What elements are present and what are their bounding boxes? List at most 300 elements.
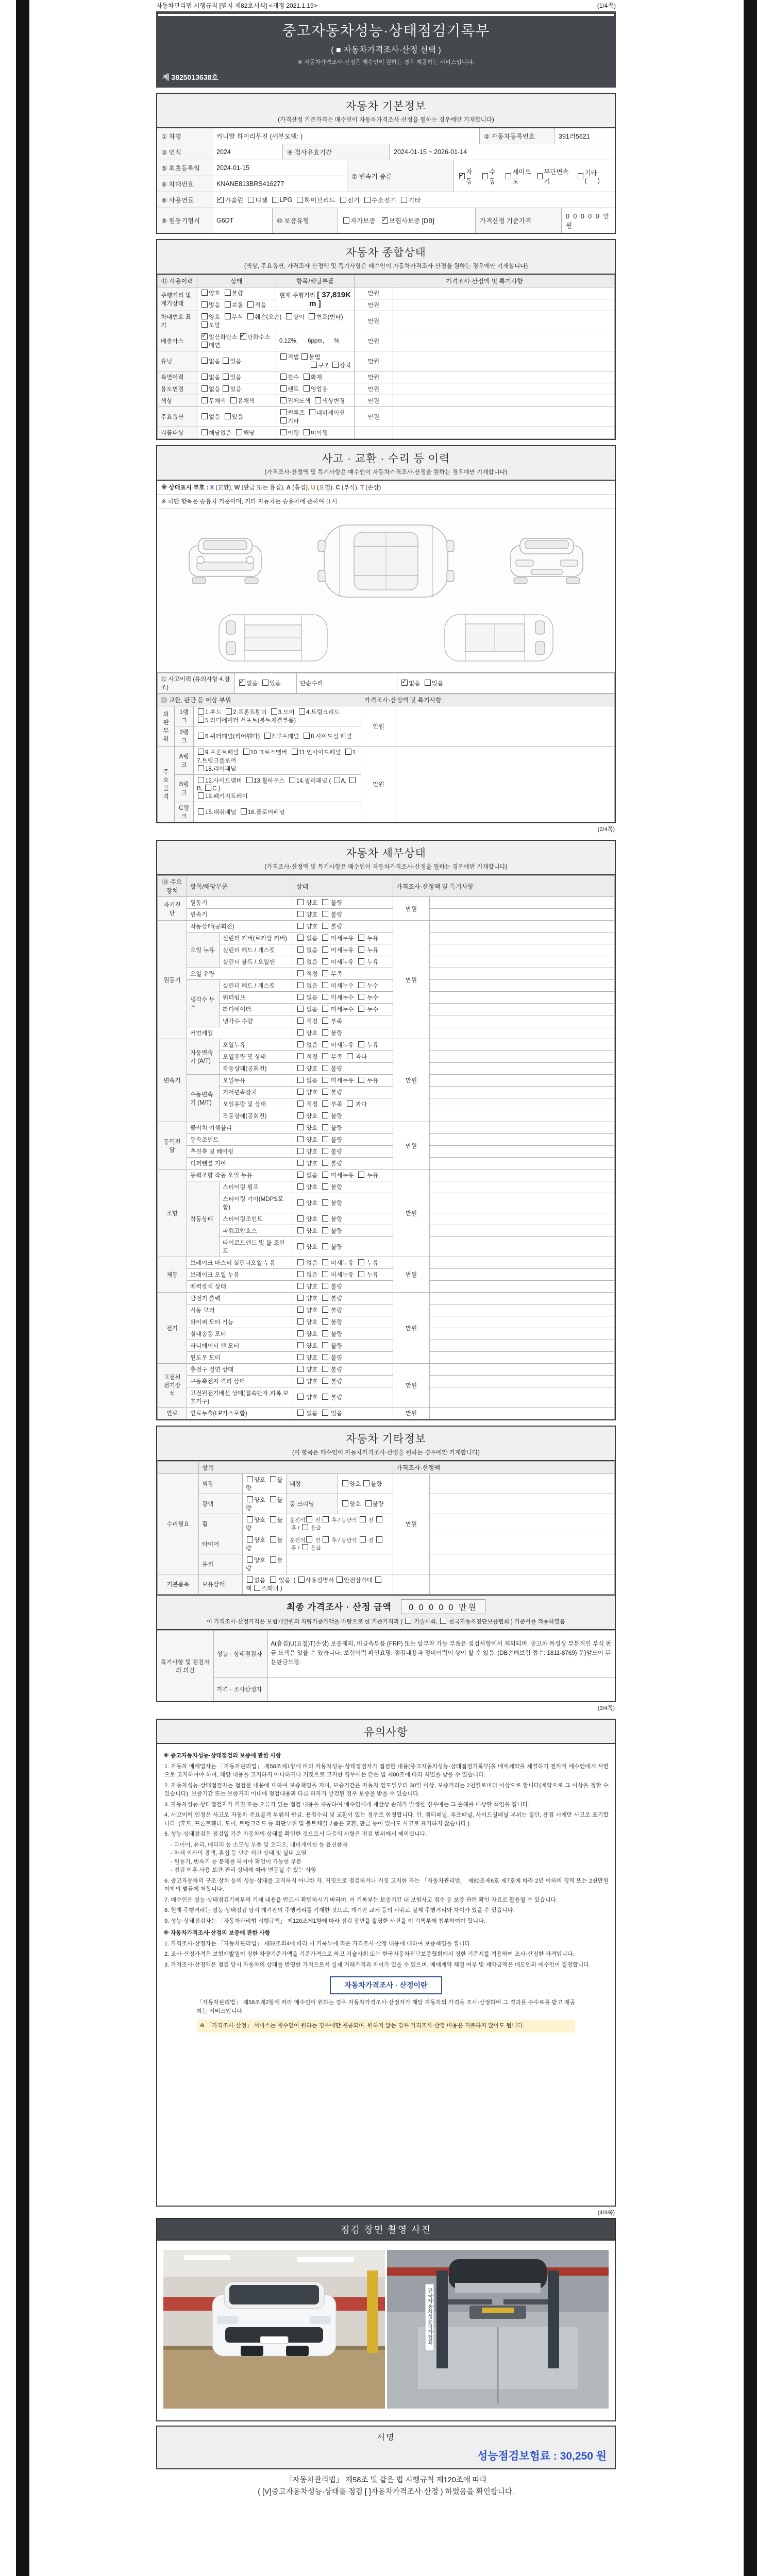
checkbox-unchecked[interactable]: [322, 923, 328, 929]
car-diagram-area: [157, 509, 615, 673]
checkbox-unchecked[interactable]: [363, 1480, 369, 1486]
checkbox-unchecked[interactable]: [322, 994, 328, 1000]
checkbox-checked[interactable]: [201, 333, 208, 340]
misc-table: [157, 1461, 615, 1595]
checkbox-unchecked[interactable]: [322, 1354, 328, 1360]
checkbox-unchecked[interactable]: [247, 1536, 253, 1543]
section-misc: [156, 1426, 616, 1596]
checkbox-unchecked[interactable]: [322, 935, 328, 941]
detail-row: 작동상태 스티어링 펌프 양호 불량: [158, 1181, 615, 1193]
checkbox-unchecked[interactable]: [343, 217, 349, 224]
checkbox-unchecked[interactable]: [297, 1342, 304, 1348]
checkbox-unchecked[interactable]: [322, 982, 328, 988]
checkbox-unchecked[interactable]: [322, 1243, 328, 1249]
value-vin: KNANE813BRS416277: [216, 180, 284, 188]
checkbox-unchecked[interactable]: [297, 1077, 304, 1083]
checkbox-unchecked[interactable]: [223, 385, 229, 392]
checkbox-unchecked[interactable]: [297, 1018, 304, 1024]
signature-band: [156, 2426, 616, 2469]
checkbox-unchecked[interactable]: [334, 777, 340, 783]
checkbox-unchecked[interactable]: [323, 1516, 329, 1522]
notice-item-b-2: 2. 조사·산정가격은 보험개발원이 정한 차량기준가액을 기준가격으로 하고 기술사회 또는 한국자동차진단보증협회에서 정한 기준서를 적용하여 조사·산정한 가격입니다.: [164, 1951, 575, 1957]
checkbox-checked[interactable]: [382, 217, 388, 224]
checkbox-unchecked[interactable]: [349, 777, 356, 783]
checkbox-unchecked[interactable]: [322, 970, 328, 976]
checkbox-unchecked[interactable]: [198, 792, 204, 799]
detail-row: 오일 누유 실린더 커버(로커암 커버) 없음 미세누유 누유: [158, 933, 615, 944]
checkbox-unchecked[interactable]: [241, 808, 247, 815]
detail-row: 스티어링 기어(MDPS포함) 양호 불량: [158, 1193, 615, 1213]
page-left-border: [16, 0, 29, 2576]
checkbox-unchecked[interactable]: [270, 1556, 276, 1563]
label-reg-no: ② 자동차등록번호: [480, 128, 554, 144]
checkbox-unchecked[interactable]: [270, 1536, 276, 1543]
panel-row-B랭크: B랭크 12.사이드멤버 13.휠하우스 14.필러패널 ( A, B, C ) 19.패키지트레이: [158, 775, 615, 802]
detail-row: 오일 유량 적정 부족: [158, 968, 615, 980]
checkbox-unchecked[interactable]: [280, 397, 287, 403]
checkbox-unchecked[interactable]: [270, 1577, 276, 1583]
checkbox-unchecked[interactable]: [201, 313, 208, 319]
detail-row: 전기 발전기 출력 양호 불량 만원: [158, 1293, 615, 1304]
notice-item-b-3: 3. 가격조사·산정액은 점검 당시 자동차의 상태를 반영한 가격으로서 실제 거래가격과 차이가 있을 수 있으며, 매매계약 체결 여부 및 계약금액은 매도인과 매수인이 결정합니다.: [164, 1961, 591, 1968]
checkbox-unchecked[interactable]: [297, 1006, 304, 1012]
inspection-photo-lift: [387, 2250, 609, 2411]
accident-subtitle: (가격조사·산정액 및 특기사항은 매수인이 자동차가격조사·산정을 원하는 경우에만 기재합니다): [264, 469, 508, 476]
checkbox-unchecked[interactable]: [297, 1259, 304, 1265]
checkbox-unchecked[interactable]: [292, 749, 298, 755]
checkbox-unchecked[interactable]: [322, 1089, 328, 1095]
checkbox-unchecked[interactable]: [332, 362, 339, 368]
section-basic-info: [156, 93, 616, 234]
checkbox-unchecked[interactable]: [223, 358, 229, 364]
inspection-fee: 성능점검보험료 : 30,250 원: [477, 2450, 607, 2462]
remarks-row-inspector: [157, 1631, 615, 1677]
misc-row-광택: 광택 양호 불량 룸 크리닝 양호 불량: [158, 1494, 615, 1514]
basic-info-subtitle: (가격산정 기준가격은 매수인이 자동차가격조사·산정을 원하는 경우에만 기재합니다): [278, 117, 494, 123]
checkbox-unchecked[interactable]: [342, 1500, 348, 1506]
checkbox-unchecked[interactable]: [322, 1295, 328, 1301]
row-usage-change: 용도변경 없음 있음 렌트 영업용 만원: [158, 383, 615, 395]
checkbox-unchecked[interactable]: [247, 1577, 253, 1583]
panel-row-2랭크: 2랭크 6.쿼터패널(리어휀다) 7.루프패널 8.사이드실 패널: [158, 726, 615, 747]
checkbox-checked[interactable]: [401, 680, 408, 686]
checkbox-unchecked[interactable]: [358, 1259, 364, 1265]
appraiser-label: 가격 · 조사산정자: [213, 1677, 267, 1702]
checkbox-unchecked[interactable]: [309, 313, 315, 319]
car-diagram-underbody-front: [209, 609, 338, 666]
status-code-C: C (부식): [335, 485, 357, 491]
row-options: 주요옵션 없음 있음 썬루프 네비게이션 기타 만원: [158, 407, 615, 427]
checkbox-unchecked[interactable]: [365, 1500, 372, 1506]
checkbox-unchecked[interactable]: [297, 1330, 304, 1336]
detail-row: 추진축 및 베어링 양호 불량: [158, 1146, 615, 1158]
checkbox-unchecked[interactable]: [247, 313, 254, 319]
checkbox-unchecked[interactable]: [322, 1366, 328, 1372]
checkbox-unchecked[interactable]: [376, 1536, 382, 1543]
detail-row: 실린더 헤드 / 개스킷 없음 미세누유 누유: [158, 944, 615, 956]
checkbox-unchecked[interactable]: [360, 1536, 366, 1543]
checkbox-unchecked[interactable]: [322, 899, 328, 905]
checkbox-unchecked[interactable]: [297, 923, 304, 929]
checkbox-unchecked[interactable]: [306, 1536, 312, 1543]
car-diagram-top-view: [309, 515, 463, 607]
checkbox-unchecked[interactable]: [272, 197, 278, 203]
checkbox-unchecked[interactable]: [280, 353, 287, 360]
detail-row: 라디에이터 팬 모터 양호 불량: [158, 1340, 615, 1352]
checkbox-unchecked[interactable]: [322, 1410, 328, 1416]
checkbox-unchecked[interactable]: [322, 1136, 328, 1142]
checkbox-unchecked[interactable]: [347, 1053, 353, 1059]
checkbox-unchecked[interactable]: [264, 733, 271, 739]
checkbox-unchecked[interactable]: [198, 733, 204, 739]
checkbox-unchecked[interactable]: [201, 397, 208, 403]
checkbox-unchecked[interactable]: [340, 197, 346, 203]
checkbox-unchecked[interactable]: [201, 321, 208, 328]
checkbox-unchecked[interactable]: [311, 362, 317, 368]
checkbox-unchecked[interactable]: [236, 429, 242, 435]
checkbox-unchecked[interactable]: [297, 1394, 304, 1400]
checkbox-unchecked[interactable]: [297, 994, 304, 1000]
checkbox-unchecked[interactable]: [322, 1053, 328, 1059]
checkbox-unchecked[interactable]: [537, 173, 543, 179]
checkbox-unchecked[interactable]: [297, 1136, 304, 1142]
checkbox-unchecked[interactable]: [358, 982, 364, 988]
checkbox-unchecked[interactable]: [482, 173, 488, 179]
checkbox-unchecked[interactable]: [425, 680, 431, 686]
checkbox-unchecked[interactable]: [297, 1148, 304, 1154]
detail-row: 원동기 작동상태(공회전) 양호 불량 만원: [158, 921, 615, 933]
checkbox-unchecked[interactable]: [254, 1585, 260, 1591]
status-code-U: U (요철): [311, 485, 332, 491]
detail-row: 고전원 전기장치 충전구 절연 상태 양호 불량 만원: [158, 1364, 615, 1376]
checkbox-unchecked[interactable]: [322, 1378, 328, 1384]
misc-row-타이어: 타이어 양호 불량 운전석 전 후 / 동반석 전 후 / 응급: [158, 1534, 615, 1554]
checkbox-unchecked[interactable]: [247, 1516, 253, 1522]
checkbox-unchecked[interactable]: [297, 1124, 304, 1130]
checkbox-unchecked[interactable]: [247, 1556, 253, 1563]
detail-row: 자기진단 원동기 양호 불량 만원: [158, 897, 615, 909]
checkbox-unchecked[interactable]: [337, 1577, 343, 1583]
checkbox-unchecked[interactable]: [225, 413, 231, 419]
notice-item-a-8: 8. 현재 주행거리는 성능·상태점검 당시 계기판의 주행거리를 기재한 것으로, 계기판 교체 등의 사유로 실제 주행거리와 차이가 있을 수 있습니다.: [164, 1907, 515, 1913]
detail-row: 스티어링조인트 양호 불량: [158, 1213, 615, 1225]
checkbox-unchecked[interactable]: [286, 313, 292, 319]
checkbox-unchecked[interactable]: [302, 1524, 308, 1530]
label-warranty-type: ⑩ 보증유형: [273, 208, 338, 233]
appraiser-remark-text: [267, 1677, 615, 1702]
checkbox-unchecked[interactable]: [270, 1476, 276, 1482]
checkbox-unchecked[interactable]: [297, 1053, 304, 1059]
value-first-reg: 2024-01-15: [216, 164, 249, 172]
checkbox-unchecked[interactable]: [297, 1100, 304, 1107]
checkbox-unchecked[interactable]: [201, 413, 208, 419]
checkbox-unchecked[interactable]: [297, 1295, 304, 1301]
checkbox-unchecked[interactable]: [297, 1378, 304, 1384]
notice-item-a-9: 9. 성능·상태점검자는 「자동차관리법 시행규칙」 제120조제1항에 따라 점검 장면을 촬영한 사진을 이 기록부에 첨부하여야 합니다.: [164, 1918, 485, 1924]
checkbox-unchecked[interactable]: [322, 1259, 328, 1265]
checkbox-unchecked[interactable]: [297, 1172, 304, 1178]
checkbox-unchecked[interactable]: [299, 708, 305, 715]
checkbox-unchecked[interactable]: [302, 1544, 308, 1550]
checkbox-unchecked[interactable]: [247, 1476, 253, 1482]
checkbox-unchecked[interactable]: [322, 958, 328, 964]
checkbox-unchecked[interactable]: [270, 1516, 276, 1522]
checkbox-unchecked[interactable]: [201, 374, 208, 380]
checkbox-unchecked[interactable]: [358, 946, 364, 953]
notice-item-a-5: 5. 성능·상태점검은 점검일 기준 자동차의 상태를 확인한 것으로서 다음의 사항은 점검 범위에서 제외됩니다.: [164, 1831, 427, 1837]
checkbox-unchecked[interactable]: [297, 1243, 304, 1249]
checkbox-unchecked[interactable]: [322, 1065, 328, 1071]
detail-row: 변속기 양호 불량: [158, 909, 615, 921]
checkbox-checked[interactable]: [459, 173, 465, 179]
checkbox-unchecked[interactable]: [297, 1029, 304, 1036]
checkbox-unchecked[interactable]: [297, 1366, 304, 1372]
panel-row-1랭크: 외판 부위 1랭크 1.후드 2.프론트휀더 3.도어 4.트렁크리드 5.라디에이터 서포트(볼트체결부품) 만원: [158, 706, 615, 726]
checkbox-unchecked[interactable]: [322, 1006, 328, 1012]
label-first-reg: ⑤ 최초등록일: [157, 160, 212, 176]
status-code-W: W (판금 또는 용접): [234, 485, 283, 491]
section-accident-history: [156, 445, 616, 823]
checkbox-unchecked[interactable]: [358, 994, 364, 1000]
document-note: ※ 자동차가격조사·산정은 매수인이 원하는 경우 제공하는 서비스입니다.: [297, 59, 475, 65]
checkbox-unchecked[interactable]: [364, 197, 371, 203]
checkbox-unchecked[interactable]: [322, 1160, 328, 1166]
checkbox-unchecked[interactable]: [376, 1516, 382, 1522]
checkbox-unchecked[interactable]: [297, 1041, 304, 1047]
checkbox-unchecked[interactable]: [198, 808, 204, 815]
checkbox-unchecked[interactable]: [225, 313, 231, 319]
checkbox-unchecked[interactable]: [201, 385, 208, 392]
checkbox-unchecked[interactable]: [297, 1065, 304, 1071]
checkbox-unchecked[interactable]: [297, 1160, 304, 1166]
checkbox-unchecked[interactable]: [322, 1041, 328, 1047]
checkbox-unchecked[interactable]: [301, 353, 308, 360]
checkbox-unchecked[interactable]: [297, 1215, 304, 1222]
checkbox-unchecked[interactable]: [201, 290, 208, 296]
checkbox-unchecked[interactable]: [440, 1618, 446, 1624]
notices-title-band: [157, 1720, 615, 1744]
price-appraisal-definition-text: 「자동차관리법」 제58조제2항에 따라 매수인이 원하는 경우 자동차가격조사·산정자가 해당 자동차의 가격을 조사·산정하여 그 결과를 수수료를 받고 제공하는 서비스입니다.: [196, 1999, 576, 2014]
checkbox-unchecked[interactable]: [201, 342, 208, 348]
detail-row: 냉각수 수량 적정 부족: [158, 1015, 615, 1027]
detail-row: 제동 브레이크 마스터 실린더오일 누유 없음 미세누유 누유 만원: [158, 1257, 615, 1269]
checkbox-unchecked[interactable]: [375, 1577, 381, 1583]
checkbox-unchecked[interactable]: [198, 708, 204, 715]
final-price-label: 최종 가격조사 · 산정 금액: [287, 1602, 392, 1612]
checkbox-unchecked[interactable]: [358, 1077, 364, 1083]
misc-subtitle: (이 항목은 매수인이 자동차가격조사·산정을 원하는 경우에만 기재합니다): [292, 1450, 480, 1456]
checkbox-unchecked[interactable]: [271, 708, 277, 715]
checkbox-unchecked[interactable]: [280, 429, 287, 435]
checkbox-unchecked[interactable]: [297, 958, 304, 964]
checkbox-unchecked[interactable]: [322, 1148, 328, 1154]
misc-row-외장: 수리필요 외장 양호 불량 내장 양호 불량 만원: [158, 1474, 615, 1494]
checkbox-unchecked[interactable]: [225, 290, 231, 296]
remarks-group-label: 특기사항 및 점검자의 의견: [157, 1631, 213, 1702]
checkbox-unchecked[interactable]: [297, 970, 304, 976]
checkbox-unchecked[interactable]: [405, 1618, 411, 1624]
checkbox-unchecked[interactable]: [262, 680, 268, 686]
checkbox-unchecked[interactable]: [358, 1271, 364, 1277]
checkbox-unchecked[interactable]: [322, 1029, 328, 1036]
checkbox-unchecked[interactable]: [297, 1318, 304, 1325]
label-inspection-valid: ④ 검사유효기간: [283, 144, 390, 160]
checkbox-unchecked[interactable]: [304, 385, 310, 392]
checkbox-unchecked[interactable]: [297, 1410, 304, 1416]
checkbox-unchecked[interactable]: [270, 1496, 276, 1502]
checkbox-unchecked[interactable]: [358, 935, 364, 941]
checkbox-unchecked[interactable]: [246, 777, 253, 783]
section-detail: [156, 840, 616, 1420]
checkbox-unchecked[interactable]: [358, 1172, 364, 1178]
notice-item-a-7: 7. 매수인은 성능·상태점검기록부의 기재 내용을 반드시 확인하시기 바라며, 이 기록부는 보증기간 내 보험사고 접수 등 보증 관련 확인 자료로 활용될 수 있습니다.: [164, 1896, 558, 1903]
checkbox-unchecked[interactable]: [322, 1394, 328, 1400]
checkbox-unchecked[interactable]: [223, 374, 229, 380]
checkbox-unchecked[interactable]: [297, 1307, 304, 1313]
checkbox-unchecked[interactable]: [506, 173, 511, 179]
checkbox-unchecked[interactable]: [297, 1199, 304, 1206]
checkbox-unchecked[interactable]: [297, 1112, 304, 1118]
checkbox-unchecked[interactable]: [322, 1172, 328, 1178]
checkbox-unchecked[interactable]: [322, 1112, 328, 1118]
page-marker-3: (3/4쪽): [597, 1705, 615, 1711]
comprehensive-table: [157, 275, 615, 439]
value-transmission: ✓ 자동 수동 세미오토 무단변속기 기타( ): [454, 160, 615, 192]
row-mileage: 주행거리 및 계기상태 양호 불량 현재 주행거리 [ 37,819Km ] 만원: [158, 287, 615, 299]
checkbox-unchecked[interactable]: [306, 1516, 312, 1522]
checkbox-unchecked[interactable]: [201, 301, 208, 308]
checkbox-unchecked[interactable]: [342, 1480, 348, 1486]
checkbox-unchecked[interactable]: [297, 1183, 304, 1190]
car-diagram-rear-view: [500, 530, 593, 592]
checkbox-unchecked[interactable]: [297, 197, 303, 203]
checkbox-unchecked[interactable]: [247, 301, 254, 308]
checkbox-unchecked[interactable]: [198, 717, 204, 723]
checkbox-unchecked[interactable]: [198, 765, 204, 771]
checkbox-unchecked[interactable]: [297, 935, 304, 941]
checkbox-unchecked[interactable]: [297, 1271, 304, 1277]
remarks-row-appraiser: [157, 1677, 615, 1702]
checkbox-unchecked[interactable]: [322, 1271, 328, 1277]
price-appraisal-definition-button[interactable]: 자동차가격조사 · 산정이란: [330, 1976, 442, 1994]
checkbox-unchecked[interactable]: [280, 409, 287, 415]
checkbox-unchecked[interactable]: [201, 429, 208, 435]
checkbox-unchecked[interactable]: [322, 1283, 328, 1289]
checkbox-unchecked[interactable]: [322, 1307, 328, 1313]
checkbox-unchecked[interactable]: [315, 397, 321, 403]
checkbox-unchecked[interactable]: [247, 1496, 253, 1502]
misc-row-유리: 유리 양호 불량: [158, 1554, 615, 1574]
checkbox-unchecked[interactable]: [297, 1354, 304, 1360]
checkbox-unchecked[interactable]: [280, 374, 287, 380]
checkbox-unchecked[interactable]: [322, 1077, 328, 1083]
checkbox-unchecked[interactable]: [297, 899, 304, 905]
checkbox-unchecked[interactable]: [322, 1124, 328, 1130]
checkbox-unchecked[interactable]: [225, 301, 231, 308]
detail-table: [157, 875, 615, 1419]
checkbox-unchecked[interactable]: [243, 749, 249, 755]
value-fuel: ✓ 가솔린 디젤 LPG 하이브리드 전기 수소전기 기타: [212, 192, 615, 208]
checkbox-unchecked[interactable]: [322, 1330, 328, 1336]
inspector-label: 성능 · 상태점검자: [213, 1631, 267, 1677]
checkbox-checked[interactable]: [217, 197, 224, 203]
detail-header-row: ⑭ 주요장치 항목/해당부품 상태 가격조사·산정액 및 특기사항: [158, 876, 615, 897]
checkbox-unchecked[interactable]: [358, 958, 364, 964]
checkbox-unchecked[interactable]: [304, 429, 310, 435]
checkbox-unchecked[interactable]: [322, 1100, 328, 1107]
checkbox-unchecked[interactable]: [201, 358, 208, 364]
checkbox-unchecked[interactable]: [297, 1089, 304, 1095]
checkbox-unchecked[interactable]: [323, 1536, 329, 1543]
checkbox-unchecked[interactable]: [198, 777, 204, 783]
checkbox-unchecked[interactable]: [297, 911, 304, 917]
checkbox-unchecked[interactable]: [226, 708, 232, 715]
checkbox-unchecked[interactable]: [347, 1100, 353, 1107]
checkbox-unchecked[interactable]: [230, 397, 237, 403]
detail-row: 변속기 자동변속기 (A/T) 오일누유 없음 미세누유 누유 만원: [158, 1039, 615, 1051]
detail-row: 워터펌프 없음 미세누수 누수: [158, 992, 615, 1004]
checkbox-unchecked[interactable]: [358, 1041, 364, 1047]
checkbox-unchecked[interactable]: [322, 1018, 328, 1024]
detail-row: 연료 연료누출(LP가스포함) 없음 있음 만원: [158, 1408, 615, 1419]
detail-row: 오일유량 및 상태 적정 부족 과다: [158, 1098, 615, 1110]
detail-subtitle: (가격조사·산정액 및 특기사항은 매수인이 자동차가격조사·산정을 원하는 경우에만 기재합니다): [264, 864, 508, 870]
value-base-price: 0 0 0 0 0 만원: [566, 213, 611, 229]
document-subtitle: ( ■ 자동차가격조사·산정 선택 ): [331, 46, 441, 55]
checkbox-unchecked[interactable]: [322, 1183, 328, 1190]
section-notices: [156, 1719, 616, 2207]
checkbox-unchecked[interactable]: [248, 197, 254, 203]
checkbox-unchecked[interactable]: [297, 982, 304, 988]
checkbox-unchecked[interactable]: [280, 417, 287, 423]
final-price-note: 이 가격조사·산정가격은 보험개발원의 차량기준가액을 바탕으로 한 기준가격과 ( 기술사회, 한국자동차진단보증협회 ) 기준서를 적용하였음: [207, 1619, 565, 1625]
car-front-photo-shape: [212, 2282, 336, 2356]
checkbox-unchecked[interactable]: [322, 911, 328, 917]
checkbox-unchecked[interactable]: [322, 946, 328, 953]
checkbox-unchecked[interactable]: [578, 173, 583, 179]
checkbox-unchecked[interactable]: [280, 385, 287, 392]
checkbox-unchecked[interactable]: [322, 1227, 328, 1233]
checkbox-unchecked[interactable]: [322, 1199, 328, 1206]
checkbox-unchecked[interactable]: [309, 409, 315, 415]
checkbox-checked[interactable]: [240, 333, 246, 340]
value-reg-no: 391러5621: [559, 133, 590, 140]
inspector-remark-text: A(흠집)U(요철)T(손상) 보증제외, 비금속부품 (FRP) 또는 탈부착 가능 부품은 점검사항에서 제외되며, 중고차 특성상 부분적인 부식 판금 도색은 있을 수 있습니다. 보험이력 확인요망. 점검내용과 정비이력이 상이 할 수 있음. (DB손해보험 접수: 1811-8769) 운)앞도어 부분판금도장.: [267, 1631, 615, 1677]
checkbox-unchecked[interactable]: [304, 374, 310, 380]
detail-row: 작동상태(공회전) 양호 불량: [158, 1110, 615, 1122]
checkbox-unchecked[interactable]: [345, 749, 351, 755]
final-price-band: [156, 1596, 616, 1630]
checkbox-unchecked[interactable]: [322, 1215, 328, 1222]
checkbox-unchecked[interactable]: [297, 946, 304, 953]
checkbox-unchecked[interactable]: [289, 777, 295, 783]
checkbox-unchecked[interactable]: [297, 1283, 304, 1289]
detail-row: 오일유량 및 상태 적정 부족 과다: [158, 1051, 615, 1063]
checkbox-checked[interactable]: [239, 680, 245, 686]
checkbox-unchecked[interactable]: [304, 733, 310, 739]
checkbox-unchecked[interactable]: [322, 1342, 328, 1348]
checkbox-unchecked[interactable]: [360, 1516, 366, 1522]
checkbox-unchecked[interactable]: [358, 1006, 364, 1012]
checkbox-unchecked[interactable]: [198, 749, 204, 755]
checkbox-unchecked[interactable]: [322, 1318, 328, 1325]
checkbox-unchecked[interactable]: [298, 1577, 305, 1583]
checkbox-unchecked[interactable]: [297, 1227, 304, 1233]
checkbox-unchecked[interactable]: [205, 785, 211, 791]
checkbox-unchecked[interactable]: [401, 197, 407, 203]
detail-row: 기어변속장치 양호 불량: [158, 1087, 615, 1098]
signature-label: 서명: [377, 2433, 395, 2442]
